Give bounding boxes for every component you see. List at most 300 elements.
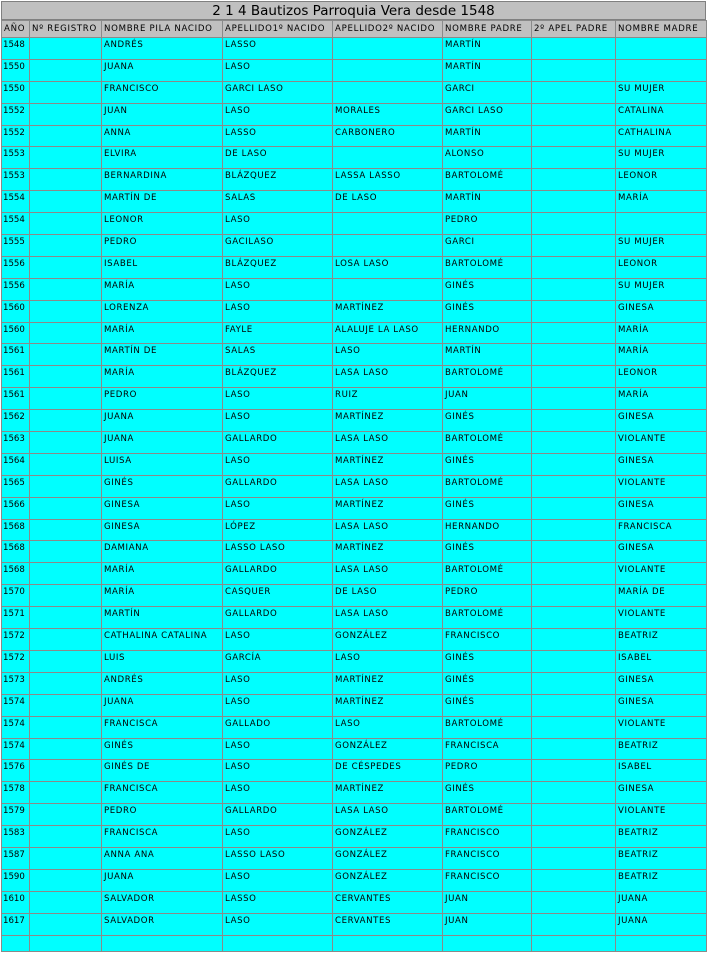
cell-nombre-madre: MARÍA — [616, 344, 707, 366]
cell-ano: 1570 — [2, 585, 30, 607]
cell-nombre-madre: SU MUJER — [616, 235, 707, 257]
cell-nombre-pila: ANDRÉS — [102, 672, 223, 694]
table-row — [2, 694, 707, 716]
cell-registro — [30, 322, 102, 344]
cell-ano: 1548 — [2, 38, 30, 60]
empty-cell — [30, 935, 102, 951]
cell-nombre-madre: BEATRIZ — [616, 847, 707, 869]
cell-apellido1: DE LASO — [223, 147, 333, 169]
cell-nombre-madre: VIOLANTE — [616, 475, 707, 497]
empty-cell — [616, 935, 707, 951]
cell-apellido1: FAYLE — [223, 322, 333, 344]
col-header-ano: AÑO — [2, 21, 30, 38]
cell-nombre-padre: ALONSO — [443, 147, 532, 169]
cell-ano: 1572 — [2, 629, 30, 651]
cell-registro — [30, 147, 102, 169]
table-row — [2, 629, 707, 651]
cell-apellido2: CARBONERO — [333, 125, 443, 147]
cell-apel-padre — [532, 585, 616, 607]
cell-apel-padre — [532, 278, 616, 300]
cell-apellido2: GONZÁLEZ — [333, 826, 443, 848]
cell-apellido2: LASA LASO — [333, 563, 443, 585]
cell-apellido1: LASO — [223, 826, 333, 848]
cell-registro — [30, 497, 102, 519]
cell-nombre-pila: CATHALINA CATALINA — [102, 629, 223, 651]
cell-nombre-padre: BARTOLOMÉ — [443, 607, 532, 629]
cell-nombre-padre: BARTOLOMÉ — [443, 716, 532, 738]
cell-nombre-padre: GINÉS — [443, 782, 532, 804]
cell-apellido2 — [333, 81, 443, 103]
cell-apellido2 — [333, 59, 443, 81]
cell-nombre-padre: MARTÍN — [443, 38, 532, 60]
cell-registro — [30, 169, 102, 191]
cell-nombre-madre: FRANCISCA — [616, 519, 707, 541]
cell-nombre-pila: JUANA — [102, 432, 223, 454]
cell-ano: 1578 — [2, 782, 30, 804]
cell-registro — [30, 738, 102, 760]
table-row — [2, 103, 707, 125]
cell-nombre-pila: DAMIANA — [102, 541, 223, 563]
table-row — [2, 760, 707, 782]
cell-apellido1: LASO — [223, 103, 333, 125]
cell-ano: 1563 — [2, 432, 30, 454]
cell-registro — [30, 563, 102, 585]
cell-nombre-pila: ELVIRA — [102, 147, 223, 169]
cell-apellido2: LASA LASO — [333, 519, 443, 541]
cell-nombre-padre: MARTÍN — [443, 59, 532, 81]
cell-nombre-madre: BEATRIZ — [616, 629, 707, 651]
cell-nombre-pila: MARTÍN DE — [102, 344, 223, 366]
cell-nombre-pila: MARÍA — [102, 366, 223, 388]
cell-ano: 1561 — [2, 388, 30, 410]
cell-apellido2: MARTÍNEZ — [333, 541, 443, 563]
cell-nombre-pila: FRANCISCA — [102, 782, 223, 804]
cell-apel-padre — [532, 256, 616, 278]
cell-ano: 1610 — [2, 891, 30, 913]
cell-nombre-madre: GINESA — [616, 694, 707, 716]
cell-nombre-padre: PEDRO — [443, 213, 532, 235]
empty-cell — [532, 935, 616, 951]
cell-nombre-padre: MARTÍN — [443, 344, 532, 366]
cell-registro — [30, 59, 102, 81]
cell-apellido2: MARTÍNEZ — [333, 300, 443, 322]
cell-apellido1: GALLARDO — [223, 804, 333, 826]
cell-ano: 1579 — [2, 804, 30, 826]
col-header-nombre-pila: NOMBRE PILA NACIDO — [102, 21, 223, 38]
cell-apellido1: GARCÍA — [223, 650, 333, 672]
cell-apel-padre — [532, 213, 616, 235]
cell-nombre-padre: BARTOLOMÉ — [443, 256, 532, 278]
cell-apel-padre — [532, 760, 616, 782]
cell-ano: 1574 — [2, 716, 30, 738]
cell-apellido2: MARTÍNEZ — [333, 497, 443, 519]
cell-ano: 1562 — [2, 410, 30, 432]
cell-apellido2: MARTÍNEZ — [333, 672, 443, 694]
cell-apellido1: CASQUER — [223, 585, 333, 607]
cell-nombre-padre: BARTOLOMÉ — [443, 432, 532, 454]
cell-apellido1: LASO — [223, 629, 333, 651]
table-row — [2, 541, 707, 563]
cell-registro — [30, 541, 102, 563]
table-row — [2, 256, 707, 278]
cell-nombre-padre: GARCI LASO — [443, 103, 532, 125]
cell-nombre-padre: JUAN — [443, 891, 532, 913]
cell-apel-padre — [532, 607, 616, 629]
cell-nombre-madre: BEATRIZ — [616, 826, 707, 848]
cell-registro — [30, 410, 102, 432]
cell-nombre-padre: PEDRO — [443, 760, 532, 782]
cell-registro — [30, 366, 102, 388]
cell-nombre-pila: JUAN — [102, 103, 223, 125]
cell-apellido2: LASA LASO — [333, 804, 443, 826]
cell-nombre-pila: FRANCISCA — [102, 716, 223, 738]
cell-nombre-madre — [616, 213, 707, 235]
cell-apellido1: LASO — [223, 782, 333, 804]
cell-nombre-pila: ANNA ANA — [102, 847, 223, 869]
cell-nombre-padre: GINÉS — [443, 497, 532, 519]
cell-ano: 1576 — [2, 760, 30, 782]
cell-apel-padre — [532, 147, 616, 169]
cell-apellido1: LASSO — [223, 38, 333, 60]
cell-nombre-pila: JUANA — [102, 694, 223, 716]
cell-nombre-padre: JUAN — [443, 388, 532, 410]
cell-ano: 1583 — [2, 826, 30, 848]
cell-nombre-pila: LUIS — [102, 650, 223, 672]
cell-registro — [30, 826, 102, 848]
cell-apellido2: MARTÍNEZ — [333, 410, 443, 432]
cell-nombre-madre — [616, 59, 707, 81]
cell-apellido2: CERVANTES — [333, 913, 443, 935]
cell-nombre-madre: VIOLANTE — [616, 607, 707, 629]
cell-nombre-madre: LEONOR — [616, 256, 707, 278]
cell-registro — [30, 432, 102, 454]
table-row — [2, 300, 707, 322]
cell-nombre-padre: FRANCISCA — [443, 738, 532, 760]
cell-nombre-pila: ANDRÉS — [102, 38, 223, 60]
cell-apellido2: MARTÍNEZ — [333, 694, 443, 716]
cell-apel-padre — [532, 716, 616, 738]
cell-registro — [30, 869, 102, 891]
cell-registro — [30, 213, 102, 235]
cell-apellido1: SALAS — [223, 344, 333, 366]
cell-apel-padre — [532, 629, 616, 651]
cell-registro — [30, 235, 102, 257]
cell-apellido2: LOSA LASO — [333, 256, 443, 278]
cell-nombre-pila: FRANCISCA — [102, 826, 223, 848]
cell-apellido1: BLÁZQUEZ — [223, 366, 333, 388]
cell-apel-padre — [532, 125, 616, 147]
cell-apellido2: GONZÁLEZ — [333, 629, 443, 651]
cell-nombre-pila: GINESA — [102, 519, 223, 541]
table-row — [2, 847, 707, 869]
table-row — [2, 585, 707, 607]
cell-registro — [30, 519, 102, 541]
cell-registro — [30, 300, 102, 322]
cell-apellido2: MORALES — [333, 103, 443, 125]
cell-nombre-padre: GINÉS — [443, 672, 532, 694]
cell-apel-padre — [532, 344, 616, 366]
cell-apellido1: LASO — [223, 59, 333, 81]
empty-cell — [223, 935, 333, 951]
cell-nombre-madre: MARÍA — [616, 322, 707, 344]
cell-apel-padre — [532, 410, 616, 432]
cell-apel-padre — [532, 59, 616, 81]
cell-registro — [30, 629, 102, 651]
cell-registro — [30, 694, 102, 716]
cell-apellido1: GACILASO — [223, 235, 333, 257]
cell-nombre-pila: MARÍA — [102, 322, 223, 344]
cell-apel-padre — [532, 169, 616, 191]
cell-nombre-madre: VIOLANTE — [616, 563, 707, 585]
cell-apellido2: LASA LASO — [333, 607, 443, 629]
cell-nombre-madre: GINESA — [616, 410, 707, 432]
cell-nombre-madre: MARÍA — [616, 191, 707, 213]
cell-nombre-madre: GINESA — [616, 782, 707, 804]
cell-nombre-pila: MARÍA — [102, 585, 223, 607]
cell-registro — [30, 344, 102, 366]
cell-registro — [30, 716, 102, 738]
cell-nombre-pila: ISABEL — [102, 256, 223, 278]
cell-apellido1: GALLARDO — [223, 563, 333, 585]
cell-apel-padre — [532, 300, 616, 322]
cell-apel-padre — [532, 804, 616, 826]
cell-nombre-padre: GINÉS — [443, 410, 532, 432]
cell-nombre-padre: HERNANDO — [443, 322, 532, 344]
cell-nombre-madre: VIOLANTE — [616, 804, 707, 826]
cell-ano: 1553 — [2, 147, 30, 169]
cell-apel-padre — [532, 650, 616, 672]
cell-apel-padre — [532, 432, 616, 454]
cell-apellido1: BLÁZQUEZ — [223, 169, 333, 191]
cell-apellido2: LASO — [333, 716, 443, 738]
empty-cell — [443, 935, 532, 951]
cell-apellido1: LASSO LASO — [223, 541, 333, 563]
cell-nombre-madre: CATALINA — [616, 103, 707, 125]
cell-apel-padre — [532, 191, 616, 213]
cell-apellido2: GONZÁLEZ — [333, 738, 443, 760]
cell-nombre-padre: GINÉS — [443, 694, 532, 716]
cell-registro — [30, 125, 102, 147]
cell-nombre-padre: HERNANDO — [443, 519, 532, 541]
cell-apel-padre — [532, 738, 616, 760]
cell-nombre-pila: MARÍA — [102, 563, 223, 585]
table-row — [2, 891, 707, 913]
cell-nombre-padre: GARCI — [443, 235, 532, 257]
cell-apel-padre — [532, 366, 616, 388]
cell-registro — [30, 103, 102, 125]
cell-registro — [30, 782, 102, 804]
cell-ano: 1574 — [2, 694, 30, 716]
col-header-apel-padre: 2º APEL PADRE — [532, 21, 616, 38]
cell-nombre-pila: GINÉS DE — [102, 760, 223, 782]
table-row — [2, 716, 707, 738]
cell-apellido2: GONZÁLEZ — [333, 869, 443, 891]
cell-nombre-padre: FRANCISCO — [443, 869, 532, 891]
cell-nombre-padre: FRANCISCO — [443, 629, 532, 651]
col-header-nombre-padre: NOMBRE PADRE — [443, 21, 532, 38]
cell-ano: 1573 — [2, 672, 30, 694]
table-row — [2, 804, 707, 826]
cell-apellido2: ALALUJE LA LASO — [333, 322, 443, 344]
cell-nombre-padre: JUAN — [443, 913, 532, 935]
cell-ano: 1587 — [2, 847, 30, 869]
cell-apellido1: LASO — [223, 278, 333, 300]
cell-nombre-madre: VIOLANTE — [616, 716, 707, 738]
cell-apel-padre — [532, 497, 616, 519]
cell-ano: 1554 — [2, 191, 30, 213]
cell-nombre-padre: FRANCISCO — [443, 826, 532, 848]
cell-ano: 1550 — [2, 81, 30, 103]
cell-ano: 1555 — [2, 235, 30, 257]
baptism-table — [1, 20, 707, 952]
table-row — [2, 563, 707, 585]
cell-nombre-pila: FRANCISCO — [102, 81, 223, 103]
cell-registro — [30, 38, 102, 60]
cell-registro — [30, 585, 102, 607]
cell-apel-padre — [532, 563, 616, 585]
table-row — [2, 213, 707, 235]
cell-nombre-padre: GINÉS — [443, 541, 532, 563]
table-row — [2, 672, 707, 694]
cell-nombre-madre: ISABEL — [616, 760, 707, 782]
table-row — [2, 497, 707, 519]
cell-apellido2: RUIZ — [333, 388, 443, 410]
cell-apellido2 — [333, 147, 443, 169]
cell-nombre-madre: VIOLANTE — [616, 432, 707, 454]
cell-nombre-madre: MARÍA — [616, 388, 707, 410]
cell-ano: 1564 — [2, 453, 30, 475]
cell-apellido1: LASO — [223, 913, 333, 935]
sheet-title: 2 1 4 Bautizos Parroquia Vera desde 1548 — [1, 1, 706, 20]
cell-ano: 1553 — [2, 169, 30, 191]
col-header-apellido1: APELLIDO1º NACIDO — [223, 21, 333, 38]
cell-nombre-pila: BERNARDINA — [102, 169, 223, 191]
table-row — [2, 782, 707, 804]
cell-ano: 1571 — [2, 607, 30, 629]
cell-nombre-padre: GINÉS — [443, 650, 532, 672]
cell-registro — [30, 278, 102, 300]
table-row — [2, 432, 707, 454]
cell-apellido2 — [333, 235, 443, 257]
cell-nombre-pila: LORENZA — [102, 300, 223, 322]
table-row — [2, 38, 707, 60]
table-row-empty — [2, 935, 707, 951]
cell-apellido1: GALLARDO — [223, 432, 333, 454]
cell-apellido1: GALLARDO — [223, 607, 333, 629]
table-row — [2, 191, 707, 213]
cell-nombre-madre: JUANA — [616, 913, 707, 935]
cell-apellido1: LÓPEZ — [223, 519, 333, 541]
cell-apel-padre — [532, 782, 616, 804]
cell-apellido1: LASO — [223, 738, 333, 760]
cell-nombre-pila: JUANA — [102, 869, 223, 891]
cell-registro — [30, 650, 102, 672]
cell-nombre-madre: GINESA — [616, 497, 707, 519]
cell-registro — [30, 847, 102, 869]
cell-nombre-pila: MARTÍN — [102, 607, 223, 629]
cell-nombre-padre: GINÉS — [443, 300, 532, 322]
cell-nombre-padre: BARTOLOMÉ — [443, 563, 532, 585]
cell-nombre-pila: PEDRO — [102, 388, 223, 410]
cell-nombre-padre: BARTOLOMÉ — [443, 804, 532, 826]
cell-apellido1: GALLADO — [223, 716, 333, 738]
cell-nombre-madre: GINESA — [616, 300, 707, 322]
table-row — [2, 607, 707, 629]
cell-apellido2: LASO — [333, 344, 443, 366]
table-row — [2, 125, 707, 147]
cell-apellido1: LASSO — [223, 891, 333, 913]
cell-nombre-padre: FRANCISCO — [443, 847, 532, 869]
header-row — [2, 21, 707, 38]
table-row — [2, 913, 707, 935]
cell-apellido2: GONZÁLEZ — [333, 847, 443, 869]
cell-nombre-padre: GINÉS — [443, 453, 532, 475]
cell-apel-padre — [532, 541, 616, 563]
table-row — [2, 738, 707, 760]
cell-nombre-padre: GINÉS — [443, 278, 532, 300]
table-body — [2, 38, 707, 952]
table-row — [2, 235, 707, 257]
cell-nombre-pila: PEDRO — [102, 235, 223, 257]
cell-apellido2: MARTÍNEZ — [333, 453, 443, 475]
cell-nombre-padre: PEDRO — [443, 585, 532, 607]
cell-ano: 1572 — [2, 650, 30, 672]
cell-apellido2: DE CÉSPEDES — [333, 760, 443, 782]
table-row — [2, 869, 707, 891]
table-row — [2, 147, 707, 169]
cell-ano: 1554 — [2, 213, 30, 235]
cell-apellido1: LASO — [223, 694, 333, 716]
cell-apellido1: LASO — [223, 760, 333, 782]
cell-apel-padre — [532, 913, 616, 935]
cell-nombre-madre: GINESA — [616, 541, 707, 563]
table-row — [2, 59, 707, 81]
cell-apel-padre — [532, 519, 616, 541]
cell-registro — [30, 256, 102, 278]
cell-ano: 1556 — [2, 256, 30, 278]
cell-apellido1: LASO — [223, 497, 333, 519]
cell-registro — [30, 913, 102, 935]
cell-nombre-madre: LEONOR — [616, 366, 707, 388]
cell-ano: 1566 — [2, 497, 30, 519]
cell-nombre-madre: GINESA — [616, 672, 707, 694]
table-row — [2, 826, 707, 848]
cell-nombre-madre: GINESA — [616, 453, 707, 475]
cell-nombre-madre: BEATRIZ — [616, 738, 707, 760]
cell-nombre-pila: SALVADOR — [102, 913, 223, 935]
cell-nombre-madre: BEATRIZ — [616, 869, 707, 891]
empty-cell — [2, 935, 30, 951]
cell-apellido1: BLÁZQUEZ — [223, 256, 333, 278]
cell-apel-padre — [532, 891, 616, 913]
cell-registro — [30, 607, 102, 629]
cell-nombre-padre: BARTOLOMÉ — [443, 169, 532, 191]
cell-ano: 1574 — [2, 738, 30, 760]
cell-apel-padre — [532, 847, 616, 869]
cell-apellido1: LASO — [223, 300, 333, 322]
cell-apellido2: LASA LASO — [333, 366, 443, 388]
table-row — [2, 81, 707, 103]
cell-registro — [30, 891, 102, 913]
cell-apellido1: LASO — [223, 869, 333, 891]
cell-apellido2: DE LASO — [333, 191, 443, 213]
cell-apel-padre — [532, 38, 616, 60]
table-row — [2, 410, 707, 432]
cell-registro — [30, 191, 102, 213]
cell-registro — [30, 760, 102, 782]
cell-registro — [30, 81, 102, 103]
cell-apel-padre — [532, 453, 616, 475]
